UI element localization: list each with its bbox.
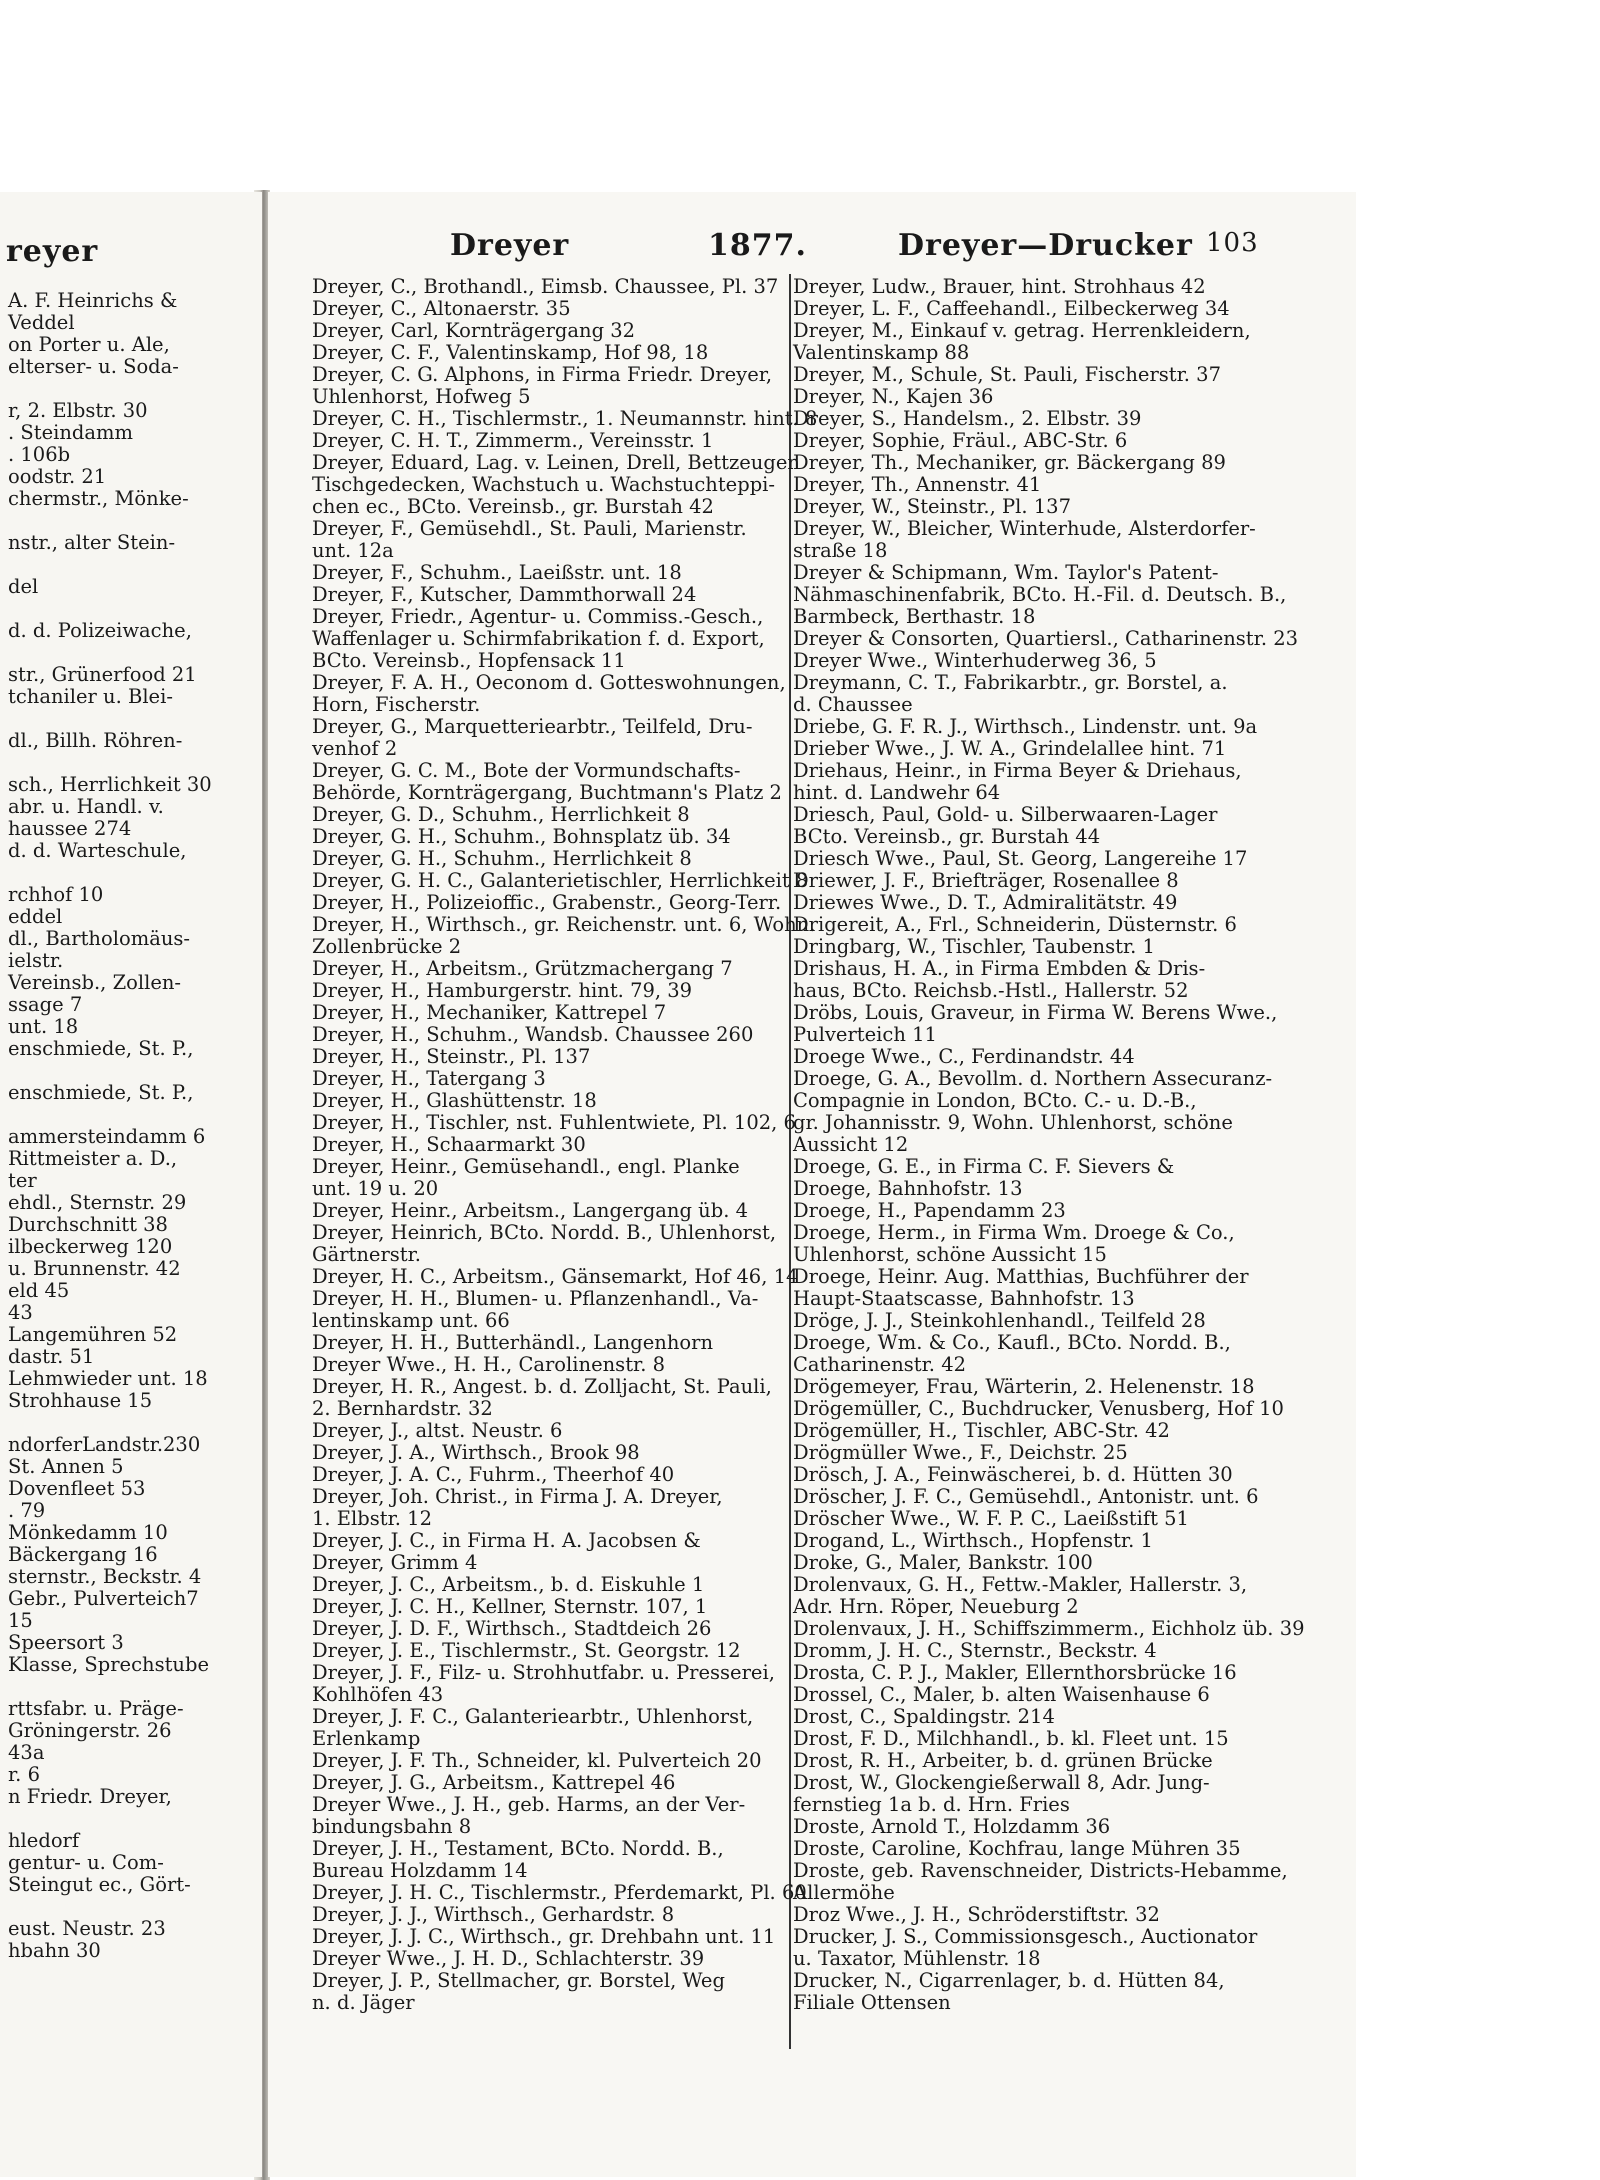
directory-entry-line: Droste, geb. Ravenschneider, Districts-Hebamme, <box>793 1859 1288 1882</box>
left-page-line: Speersort 3 <box>8 1631 124 1654</box>
directory-entry-line: Dreyer, J. H., Testament, BCto. Nordd. B., <box>312 1837 724 1860</box>
directory-entry-line: n. d. Jäger <box>312 1991 415 2014</box>
left-page-line: 43a <box>8 1741 45 1764</box>
directory-entry-line: Drost, F. D., Milchhandl., b. kl. Fleet unt. 15 <box>793 1727 1229 1750</box>
directory-entry-line: Gärtnerstr. <box>312 1243 422 1266</box>
header-left-word: Dreyer <box>450 228 570 263</box>
left-page-line: rttsfabr. u. Präge- <box>8 1697 184 1720</box>
page-number: 103 <box>1206 228 1259 258</box>
directory-entry-line: Drost, C., Spaldingstr. 214 <box>793 1705 1055 1728</box>
left-page-line: haussee 274 <box>8 817 132 840</box>
left-page-line: Dovenfleet 53 <box>8 1477 146 1500</box>
directory-entry-line: Drost, R. H., Arbeiter, b. d. grünen Brücke <box>793 1749 1213 1772</box>
left-page-line: dl., Billh. Röhren- <box>8 729 183 752</box>
directory-entry-line: Dreyer, H. R., Angest. b. d. Zolljacht, St. Pauli, <box>312 1375 772 1398</box>
left-page-line: Gebr., Pulverteich7 <box>8 1587 199 1610</box>
directory-entry-line: Uhlenhorst, schöne Aussicht 15 <box>793 1243 1107 1266</box>
left-page-line: gentur- u. Com- <box>8 1851 164 1874</box>
directory-entry-line: Droege, H., Papendamm 23 <box>793 1199 1066 1222</box>
directory-entry-line: Drieber Wwe., J. W. A., Grindelallee hint. 71 <box>793 737 1227 760</box>
left-page-line: St. Annen 5 <box>8 1455 124 1478</box>
directory-entry-line: Drigereit, A., Frl., Schneiderin, Düsternstr. 6 <box>793 913 1237 936</box>
left-page-line: unt. 18 <box>8 1015 79 1038</box>
directory-entry-line: Dröscher Wwe., W. F. P. C., Laeißstift 51 <box>793 1507 1189 1530</box>
left-page-line: nstr., alter Stein- <box>8 531 176 554</box>
directory-entry-line: unt. 12a <box>312 539 394 562</box>
directory-entry-line: Dreyer, S., Handelsm., 2. Elbstr. 39 <box>793 407 1142 430</box>
directory-entry-line: Catharinenstr. 42 <box>793 1353 967 1376</box>
directory-entry-line: Dreyer, H., Wirthsch., gr. Reichenstr. unt. 6, Wohn. <box>312 913 816 936</box>
directory-entry-line: Drogand, L., Wirthsch., Hopfenstr. 1 <box>793 1529 1153 1552</box>
directory-entry-line: Dreyer, Sophie, Fräul., ABC-Str. 6 <box>793 429 1128 452</box>
directory-entry-line: Dreyer, G. H. C., Galanterietischler, Herrlichkeit 8 <box>312 869 809 892</box>
left-page-line: eust. Neustr. 23 <box>8 1917 166 1940</box>
directory-entry-line: Dreyer, F., Schuhm., Laeißstr. unt. 18 <box>312 561 682 584</box>
directory-entry-line: fernstieg 1a b. d. Hrn. Fries <box>793 1793 1070 1816</box>
directory-entry-line: Dreyer, Joh. Christ., in Firma J. A. Dreyer, <box>312 1485 723 1508</box>
directory-entry-line: Dreyer, Heinr., Gemüsehandl., engl. Planke <box>312 1155 740 1178</box>
left-page-line: r. 6 <box>8 1763 40 1786</box>
directory-entry-line: Dreyer, Heinrich, BCto. Nordd. B., Uhlenhorst, <box>312 1221 777 1244</box>
directory-entry-line: Dreyer, C. F., Valentinskamp, Hof 98, 18 <box>312 341 709 364</box>
directory-entry-line: Dreyer, J. D. F., Wirthsch., Stadtdeich 26 <box>312 1617 712 1640</box>
directory-entry-line: BCto. Vereinsb., Hopfensack 11 <box>312 649 626 672</box>
directory-entry-line: Drögmüller Wwe., F., Deichstr. 25 <box>793 1441 1128 1464</box>
left-page-line: Bäckergang 16 <box>8 1543 158 1566</box>
left-page-line: chermstr., Mönke- <box>8 487 189 510</box>
directory-entry-line: Droege, G. E., in Firma C. F. Sievers & <box>793 1155 1175 1178</box>
directory-entry-line: venhof 2 <box>312 737 398 760</box>
directory-entry-line: Dreymann, C. T., Fabrikarbtr., gr. Borstel, a. <box>793 671 1228 694</box>
directory-entry-line: Driesch Wwe., Paul, St. Georg, Langereihe 17 <box>793 847 1248 870</box>
directory-entry-line: 2. Bernhardstr. 32 <box>312 1397 493 1420</box>
directory-entry-line: Dreyer, Eduard, Lag. v. Leinen, Drell, Bettzeugen <box>312 451 800 474</box>
header-range: Dreyer—Drucker <box>898 228 1193 263</box>
directory-entry-line: Dreyer, J. F., Filz- u. Strohhutfabr. u. Presserei, <box>312 1661 775 1684</box>
directory-entry-line: Dreyer, C. H., Tischlermstr., 1. Neumannstr. hint. 8 <box>312 407 818 430</box>
directory-entry-line: Dreyer, G. D., Schuhm., Herrlichkeit 8 <box>312 803 690 826</box>
directory-entry-line: Bureau Holzdamm 14 <box>312 1859 528 1882</box>
left-page-line: d. d. Polizeiwache, <box>8 619 192 642</box>
directory-entry-line: Droege, Herm., in Firma Wm. Droege & Co., <box>793 1221 1235 1244</box>
left-page-line: . 79 <box>8 1499 46 1522</box>
left-page-line: r, 2. Elbstr. 30 <box>8 399 148 422</box>
directory-entry-line: Erlenkamp <box>312 1727 421 1750</box>
left-page-header: reyer <box>6 234 99 269</box>
left-page-line: eddel <box>8 905 63 928</box>
directory-entry-line: Dreyer, G. H., Schuhm., Herrlichkeit 8 <box>312 847 692 870</box>
left-page-line: sternstr., Beckstr. 4 <box>8 1565 202 1588</box>
directory-entry-line: Adr. Hrn. Röper, Neueburg 2 <box>793 1595 1079 1618</box>
left-page-line: Langemühren 52 <box>8 1323 178 1346</box>
directory-entry-line: Dreyer, J. A. C., Fuhrm., Theerhof 40 <box>312 1463 675 1486</box>
directory-entry-line: Dreyer, J. G., Arbeitsm., Kattrepel 46 <box>312 1771 676 1794</box>
directory-entry-line: Dreyer, H., Arbeitsm., Grützmachergang 7 <box>312 957 733 980</box>
directory-entry-line: Dreyer, W., Bleicher, Winterhude, Alsterdorfer- <box>793 517 1256 540</box>
left-page-line: sch., Herrlichkeit 30 <box>8 773 212 796</box>
left-page-line: n Friedr. Dreyer, <box>8 1785 172 1808</box>
left-page-line: ehdl., Sternstr. 29 <box>8 1191 187 1214</box>
directory-entry-line: Drost, W., Glockengießerwall 8, Adr. Jung- <box>793 1771 1210 1794</box>
directory-entry-line: Dreyer, M., Schule, St. Pauli, Fischerstr. 37 <box>793 363 1222 386</box>
directory-entry-line: 1. Elbstr. 12 <box>312 1507 432 1530</box>
directory-entry-line: Dreyer, J. C. H., Kellner, Sternstr. 107, 1 <box>312 1595 708 1618</box>
directory-entry-line: hint. d. Landwehr 64 <box>793 781 1001 804</box>
left-page-line: ielstr. <box>8 949 64 972</box>
directory-entry-line: Driewes Wwe., D. T., Admiralitätstr. 49 <box>793 891 1178 914</box>
directory-entry-line: Dreyer, Heinr., Arbeitsm., Langergang üb. 4 <box>312 1199 749 1222</box>
directory-entry-line: Dreyer, Grimm 4 <box>312 1551 478 1574</box>
directory-entry-line: Aussicht 12 <box>793 1133 909 1156</box>
left-page-line: ndorferLandstr.230 <box>8 1433 201 1456</box>
left-page-line: eld 45 <box>8 1279 70 1302</box>
directory-entry-line: Dreyer, H. C., Arbeitsm., Gänsemarkt, Hof 46, 14 <box>312 1265 799 1288</box>
left-page-line: A. F. Heinrichs & <box>8 289 178 312</box>
directory-entry-line: Dreyer, H., Schuhm., Wandsb. Chaussee 260 <box>312 1023 754 1046</box>
column-divider <box>789 274 791 2049</box>
directory-entry-line: Drucker, J. S., Commissionsgesch., Auctionator <box>793 1925 1258 1948</box>
header-year: 1877. <box>708 228 807 263</box>
left-page-line: Rittmeister a. D., <box>8 1147 178 1170</box>
left-page-line: enschmiede, St. P., <box>8 1037 194 1060</box>
directory-entry-line: unt. 19 u. 20 <box>312 1177 439 1200</box>
directory-entry-line: Dreyer, J. F. Th., Schneider, kl. Pulverteich 20 <box>312 1749 762 1772</box>
directory-entry-line: Dreyer, Friedr., Agentur- u. Commiss.-Gesch., <box>312 605 764 628</box>
left-page-line: hledorf <box>8 1829 80 1852</box>
directory-entry-line: Kohlhöfen 43 <box>312 1683 444 1706</box>
left-page-line: . Steindamm <box>8 421 134 444</box>
directory-entry-line: chen ec., BCto. Vereinsb., gr. Burstah 42 <box>312 495 714 518</box>
directory-entry-line: Dreyer, C. G. Alphons, in Firma Friedr. Dreyer, <box>312 363 773 386</box>
directory-entry-line: Drolenvaux, G. H., Fettw.-Makler, Hallerstr. 3, <box>793 1573 1248 1596</box>
directory-entry-line: Dromm, J. H. C., Sternstr., Beckstr. 4 <box>793 1639 1157 1662</box>
directory-entry-line: Dreyer, Th., Annenstr. 41 <box>793 473 1042 496</box>
left-page-line: d. d. Warteschule, <box>8 839 187 862</box>
directory-entry-line: Dreyer Wwe., J. H. D., Schlachterstr. 39 <box>312 1947 705 1970</box>
directory-entry-line: Drösch, J. A., Feinwäscherei, b. d. Hütten 30 <box>793 1463 1233 1486</box>
directory-entry-line: Drolenvaux, J. H., Schiffszimmerm., Eichholz üb. 39 <box>793 1617 1305 1640</box>
directory-entry-line: Dreyer, H., Polizeioffic., Grabenstr., Georg-Terr. <box>312 891 782 914</box>
directory-entry-line: lentinskamp unt. 66 <box>312 1309 510 1332</box>
directory-entry-line: Dreyer, H. H., Blumen- u. Pflanzenhandl., Va- <box>312 1287 759 1310</box>
directory-entry-line: Dreyer, H. H., Butterhändl., Langenhorn <box>312 1331 714 1354</box>
left-page-line: on Porter u. Ale, <box>8 333 170 356</box>
directory-entry-line: Dreyer, H., Tatergang 3 <box>312 1067 546 1090</box>
left-page-line: del <box>8 575 39 598</box>
directory-entry-line: Dreyer, W., Steinstr., Pl. 137 <box>793 495 1071 518</box>
directory-entry-line: Dreyer, F., Gemüsehdl., St. Pauli, Marienstr. <box>312 517 747 540</box>
directory-entry-line: Dreyer, H., Tischler, nst. Fuhlentwiete, Pl. 102, 6 <box>312 1111 796 1134</box>
directory-entry-line: Uhlenhorst, Hofweg 5 <box>312 385 531 408</box>
left-page-line: . 106b <box>8 443 71 466</box>
directory-entry-line: Dröscher, J. F. C., Gemüsehdl., Antonistr. unt. 6 <box>793 1485 1259 1508</box>
left-page-fragment <box>0 192 262 2177</box>
directory-entry-line: Dreyer, C., Brothandl., Eimsb. Chaussee, Pl. 37 <box>312 275 779 298</box>
directory-entry-line: Compagnie in London, BCto. C.- u. D.-B., <box>793 1089 1197 1112</box>
directory-entry-line: Droege Wwe., C., Ferdinandstr. 44 <box>793 1045 1135 1068</box>
directory-entry-line: Dreyer, H., Glashüttenstr. 18 <box>312 1089 597 1112</box>
directory-entry-line: Driewer, J. F., Briefträger, Rosenallee 8 <box>793 869 1179 892</box>
left-page-line: Klasse, Sprechstube <box>8 1653 209 1676</box>
directory-entry-line: Nähmaschinenfabrik, BCto. H.-Fil. d. Deutsch. B., <box>793 583 1287 606</box>
directory-entry-line: Behörde, Kornträgergang, Buchtmann's Platz 2 <box>312 781 782 804</box>
left-page-line: Veddel <box>8 311 75 334</box>
left-page-line: u. Brunnenstr. 42 <box>8 1257 181 1280</box>
left-page-line: 43 <box>8 1301 33 1324</box>
directory-entry-line: Dringbarg, W., Tischler, Taubenstr. 1 <box>793 935 1155 958</box>
directory-entry-line: Dreyer, J. A., Wirthsch., Brook 98 <box>312 1441 640 1464</box>
directory-entry-line: Dreyer, J., altst. Neustr. 6 <box>312 1419 563 1442</box>
directory-entry-line: Dreyer, M., Einkauf v. getrag. Herrenkleidern, <box>793 319 1251 342</box>
directory-entry-line: Droz Wwe., J. H., Schröderstiftstr. 32 <box>793 1903 1160 1926</box>
directory-entry-line: Drishaus, H. A., in Firma Embden & Dris- <box>793 957 1206 980</box>
directory-entry-line: Dreyer, H., Hamburgerstr. hint. 79, 39 <box>312 979 693 1002</box>
directory-entry-line: u. Taxator, Mühlenstr. 18 <box>793 1947 1041 1970</box>
directory-entry-line: Dreyer, J. J., Wirthsch., Gerhardstr. 8 <box>312 1903 675 1926</box>
left-page-line: abr. u. Handl. v. <box>8 795 164 818</box>
directory-entry-line: Dreyer, F. A. H., Oeconom d. Gotteswohnungen, <box>312 671 786 694</box>
directory-entry-line: Allermöhe <box>793 1881 895 1904</box>
directory-entry-line: Dreyer, F., Kutscher, Dammthorwall 24 <box>312 583 697 606</box>
directory-entry-line: Driehaus, Heinr., in Firma Beyer & Driehaus, <box>793 759 1242 782</box>
directory-entry-line: Dreyer, J. P., Stellmacher, gr. Borstel, Weg <box>312 1969 725 1992</box>
directory-entry-line: Drögemüller, H., Tischler, ABC-Str. 42 <box>793 1419 1170 1442</box>
directory-entry-line: Dreyer, J. E., Tischlermstr., St. Georgstr. 12 <box>312 1639 741 1662</box>
left-page-line: Gröningerstr. 26 <box>8 1719 172 1742</box>
directory-entry-line: Driebe, G. F. R. J., Wirthsch., Lindenstr. unt. 9a <box>793 715 1258 738</box>
directory-entry-line: Drucker, N., Cigarrenlager, b. d. Hütten 84, <box>793 1969 1225 1992</box>
directory-entry-line: BCto. Vereinsb., gr. Burstah 44 <box>793 825 1101 848</box>
directory-entry-line: Dreyer, Carl, Kornträgergang 32 <box>312 319 636 342</box>
directory-entry-line: Dreyer Wwe., Winterhuderweg 36, 5 <box>793 649 1157 672</box>
directory-entry-line: Dreyer, G. C. M., Bote der Vormundschafts- <box>312 759 741 782</box>
directory-entry-line: Dreyer, C. H. T., Zimmerm., Vereinsstr. 1 <box>312 429 714 452</box>
directory-entry-line: Dreyer, H., Steinstr., Pl. 137 <box>312 1045 591 1068</box>
directory-entry-line: gr. Johannisstr. 9, Wohn. Uhlenhorst, schöne <box>793 1111 1233 1134</box>
left-page-line: ssage 7 <box>8 993 83 1016</box>
directory-entry-line: Dreyer, Th., Mechaniker, gr. Bäckergang 89 <box>793 451 1226 474</box>
directory-entry-line: Drosta, C. P. J., Makler, Ellernthorsbrücke 16 <box>793 1661 1237 1684</box>
left-page-line: enschmiede, St. P., <box>8 1081 194 1104</box>
directory-entry-line: Dreyer, G., Marquetteriearbtr., Teilfeld, Dru- <box>312 715 753 738</box>
directory-entry-line: Dreyer, J. F. C., Galanteriearbtr., Uhlenhorst, <box>312 1705 754 1728</box>
directory-entry-line: Dreyer, J. J. C., Wirthsch., gr. Drehbahn unt. 11 <box>312 1925 776 1948</box>
left-page-line: ammersteindamm 6 <box>8 1125 206 1148</box>
directory-entry-line: Dreyer & Consorten, Quartiersl., Catharinenstr. 23 <box>793 627 1299 650</box>
left-page-line: Mönkedamm 10 <box>8 1521 168 1544</box>
left-page-line: tchaniler u. Blei- <box>8 685 173 708</box>
left-page-line: 15 <box>8 1609 33 1632</box>
directory-entry-line: Droke, G., Maler, Bankstr. 100 <box>793 1551 1093 1574</box>
directory-entry-line: Dreyer, J. C., in Firma H. A. Jacobsen & <box>312 1529 701 1552</box>
directory-entry-line: straße 18 <box>793 539 888 562</box>
left-page-line: dl., Bartholomäus- <box>8 927 190 950</box>
directory-entry-line: Droste, Caroline, Kochfrau, lange Mühren 35 <box>793 1837 1241 1860</box>
directory-entry-line: Dreyer, N., Kajen 36 <box>793 385 994 408</box>
directory-entry-line: bindungsbahn 8 <box>312 1815 472 1838</box>
directory-entry-line: Horn, Fischerstr. <box>312 693 481 716</box>
right-page <box>268 192 1356 2177</box>
left-page-line: Strohhause 15 <box>8 1389 153 1412</box>
left-page-line: rchhof 10 <box>8 883 104 906</box>
directory-entry-line: Dreyer, J. H. C., Tischlermstr., Pferdemarkt, Pl. 60 <box>312 1881 807 1904</box>
left-page-line: ter <box>8 1169 37 1192</box>
directory-entry-line: Dröbs, Louis, Graveur, in Firma W. Berens Wwe., <box>793 1001 1278 1024</box>
directory-entry-line: Dreyer, C., Altonaerstr. 35 <box>312 297 571 320</box>
directory-entry-line: Dröge, J. J., Steinkohlenhandl., Teilfeld 28 <box>793 1309 1206 1332</box>
directory-entry-line: Dreyer Wwe., H. H., Carolinenstr. 8 <box>312 1353 666 1376</box>
left-page-line: oodstr. 21 <box>8 465 107 488</box>
directory-entry-line: Dreyer, H., Mechaniker, Kattrepel 7 <box>312 1001 667 1024</box>
directory-entry-line: Droste, Arnold T., Holzdamm 36 <box>793 1815 1111 1838</box>
left-page-line: Lehmwieder unt. 18 <box>8 1367 208 1390</box>
left-page-line: elterser- u. Soda- <box>8 355 179 378</box>
directory-entry-line: Dreyer, Ludw., Brauer, hint. Strohhaus 42 <box>793 275 1206 298</box>
directory-entry-line: Pulverteich 11 <box>793 1023 937 1046</box>
directory-entry-line: Drögemüller, C., Buchdrucker, Venusberg, Hof 10 <box>793 1397 1284 1420</box>
directory-entry-line: Dreyer, L. F., Caffeehandl., Eilbeckerweg 34 <box>793 297 1230 320</box>
directory-entry-line: Drögemeyer, Frau, Wärterin, 2. Helenenstr. 18 <box>793 1375 1255 1398</box>
left-page-line: dastr. 51 <box>8 1345 95 1368</box>
left-page-line: Durchschnitt 38 <box>8 1213 168 1236</box>
directory-entry-line: Driesch, Paul, Gold- u. Silberwaaren-Lager <box>793 803 1218 826</box>
left-page-line: str., Grünerfood 21 <box>8 663 197 686</box>
directory-entry-line: Zollenbrücke 2 <box>312 935 462 958</box>
left-page-line: Steingut ec., Gört- <box>8 1873 191 1896</box>
directory-entry-line: Tischgedecken, Wachstuch u. Wachstuchteppi- <box>312 473 776 496</box>
directory-entry-line: Dreyer Wwe., J. H., geb. Harms, an der Ver- <box>312 1793 746 1816</box>
directory-entry-line: Droege, G. A., Bevollm. d. Northern Assecuranz- <box>793 1067 1273 1090</box>
directory-entry-line: Haupt-Staatscasse, Bahnhofstr. 13 <box>793 1287 1135 1310</box>
directory-entry-line: Barmbeck, Berthastr. 18 <box>793 605 1036 628</box>
directory-entry-line: d. Chaussee <box>793 693 913 716</box>
directory-entry-line: Waffenlager u. Schirmfabrikation f. d. Export, <box>312 627 765 650</box>
directory-entry-line: Filiale Ottensen <box>793 1991 951 2014</box>
directory-entry-line: Dreyer, G. H., Schuhm., Bohnsplatz üb. 34 <box>312 825 731 848</box>
left-page-line: ilbeckerweg 120 <box>8 1235 173 1258</box>
left-page-line: Vereinsb., Zollen- <box>8 971 182 994</box>
directory-entry-line: Droege, Heinr. Aug. Matthias, Buchführer der <box>793 1265 1249 1288</box>
directory-entry-line: Droege, Bahnhofstr. 13 <box>793 1177 1023 1200</box>
directory-entry-line: Dreyer, J. C., Arbeitsm., b. d. Eiskuhle 1 <box>312 1573 705 1596</box>
directory-entry-line: haus, BCto. Reichsb.-Hstl., Hallerstr. 52 <box>793 979 1189 1002</box>
directory-entry-line: Droege, Wm. & Co., Kaufl., BCto. Nordd. B., <box>793 1331 1231 1354</box>
directory-entry-line: Drossel, C., Maler, b. alten Waisenhause 6 <box>793 1683 1210 1706</box>
directory-entry-line: Valentinskamp 88 <box>793 341 970 364</box>
left-page-line: hbahn 30 <box>8 1939 101 1962</box>
directory-entry-line: Dreyer, H., Schaarmarkt 30 <box>312 1133 586 1156</box>
directory-entry-line: Dreyer & Schipmann, Wm. Taylor's Patent- <box>793 561 1219 584</box>
